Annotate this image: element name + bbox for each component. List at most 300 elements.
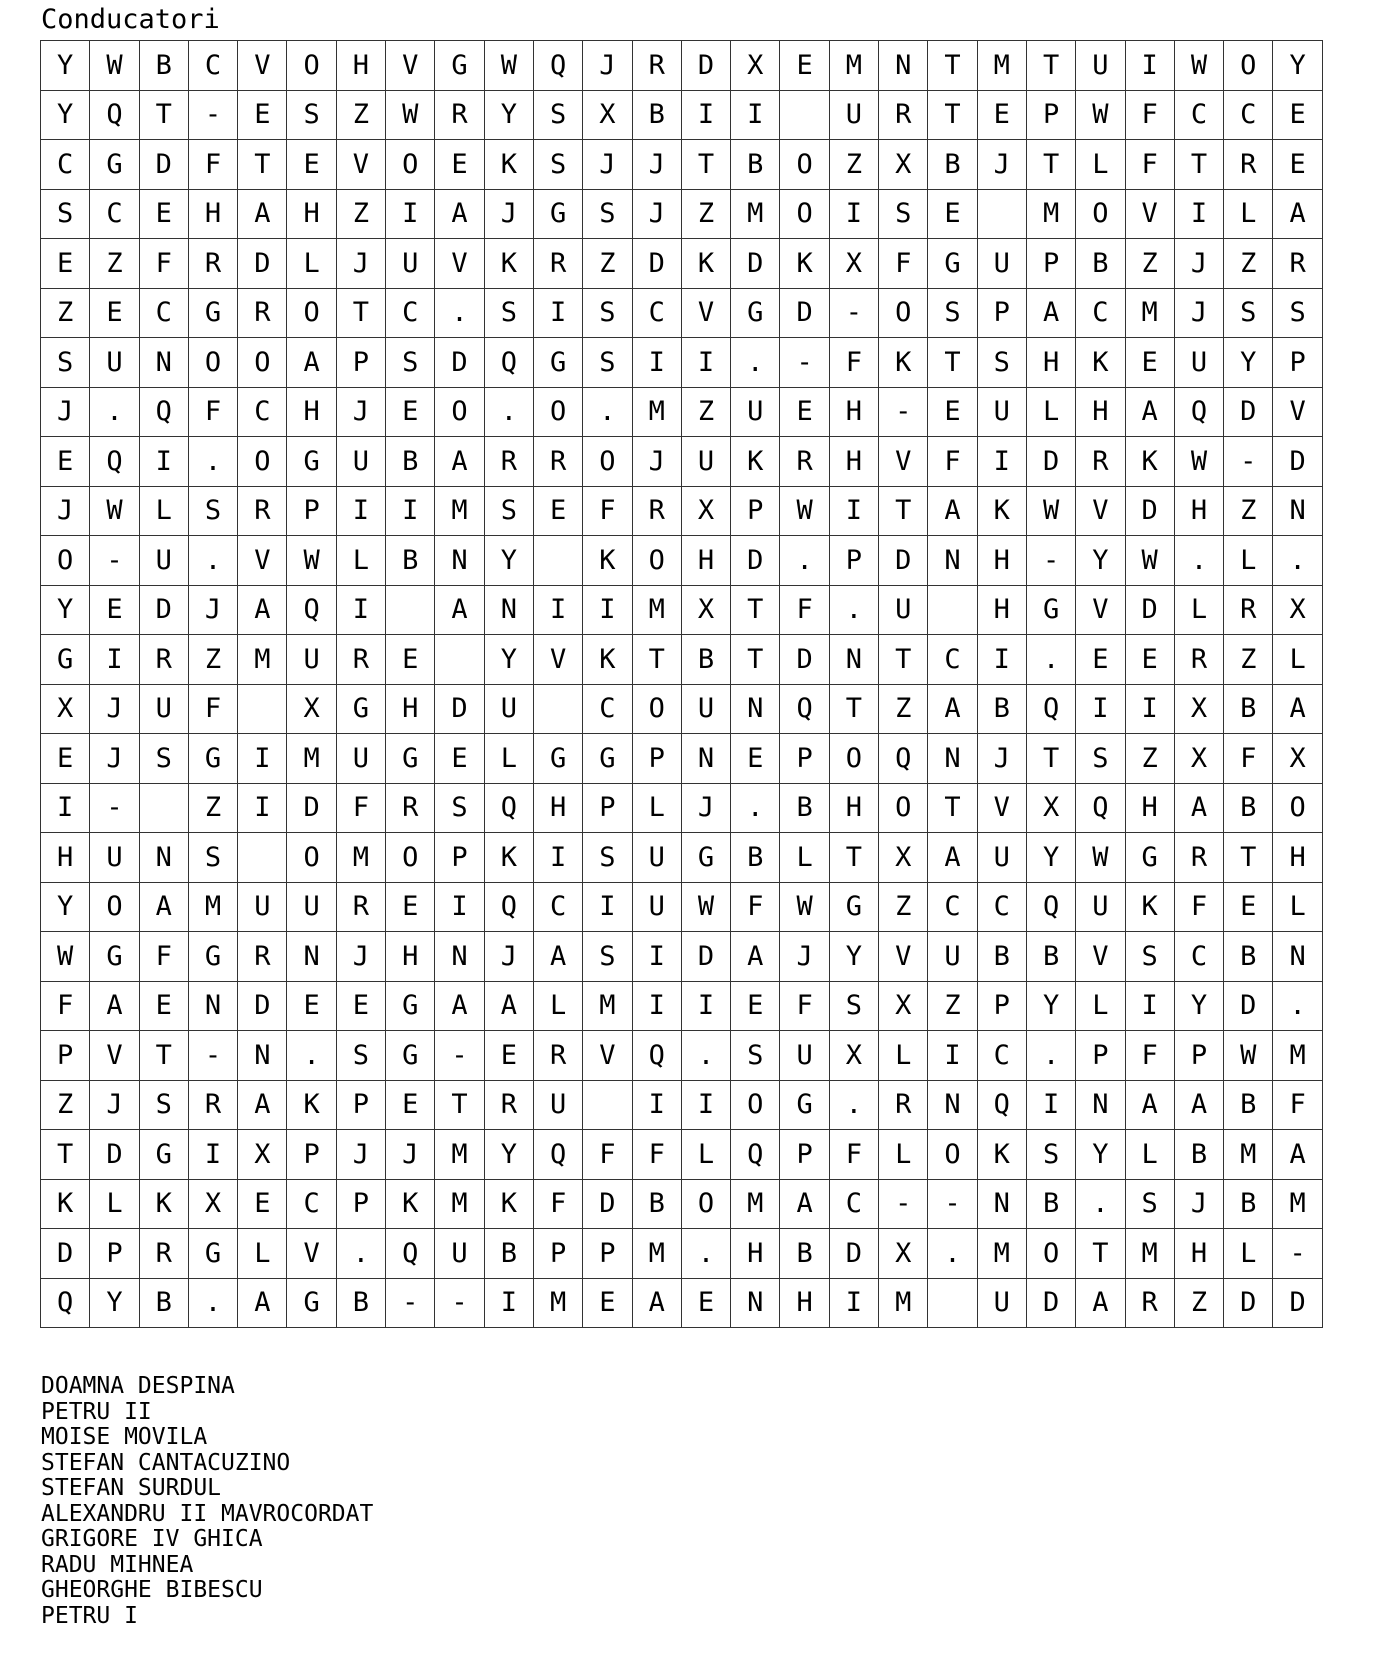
grid-cell: B [632, 1179, 681, 1229]
grid-cell: W [484, 41, 533, 91]
grid-cell: A [928, 833, 977, 883]
grid-cell: T [1026, 140, 1075, 190]
grid-cell: A [780, 1179, 829, 1229]
grid-cell: X [1273, 585, 1322, 635]
grid-cell: C [41, 140, 90, 190]
grid-cell: J [681, 783, 730, 833]
grid-cell: Y [1224, 338, 1273, 388]
grid-cell: Y [484, 1130, 533, 1180]
grid-cell: E [731, 981, 780, 1031]
grid-cell: I [632, 932, 681, 982]
grid-cell: G [41, 635, 90, 685]
grid-cell: G [583, 734, 632, 784]
grid-cell: P [336, 1080, 385, 1130]
grid-cell: N [928, 1080, 977, 1130]
grid-cell: V [879, 932, 928, 982]
grid-cell: T [928, 90, 977, 140]
grid-cell: F [1273, 1080, 1322, 1130]
grid-cell: - [1026, 536, 1075, 586]
grid-cell: H [1174, 1229, 1223, 1279]
grid-cell: D [1026, 1278, 1075, 1328]
grid-cell: U [533, 1080, 582, 1130]
grid-cell [780, 90, 829, 140]
grid-cell: P [1174, 1031, 1223, 1081]
grid-cell: E [1273, 140, 1322, 190]
grid-cell: P [435, 833, 484, 883]
grid-cell: G [287, 1278, 336, 1328]
grid-cell: . [928, 1229, 977, 1279]
grid-cell: G [829, 882, 878, 932]
grid-cell: A [1273, 189, 1322, 239]
grid-cell: H [731, 1229, 780, 1279]
grid-cell: O [238, 437, 287, 487]
grid-cell: M [583, 981, 632, 1031]
grid-cell: Z [188, 635, 237, 685]
grid-cell: T [632, 635, 681, 685]
grid-cell: J [977, 140, 1026, 190]
grid-cell: D [238, 981, 287, 1031]
grid-cell: F [336, 783, 385, 833]
grid-cell: S [1026, 1130, 1075, 1180]
grid-cell: U [731, 387, 780, 437]
grid-cell: Y [1273, 41, 1322, 91]
grid-cell: I [386, 486, 435, 536]
grid-cell: L [1125, 1130, 1174, 1180]
grid-cell: E [435, 140, 484, 190]
grid-cell: Q [484, 338, 533, 388]
grid-cell: R [1125, 1278, 1174, 1328]
grid-cell: E [238, 90, 287, 140]
grid-cell: U [336, 734, 385, 784]
grid-cell: N [731, 1278, 780, 1328]
grid-row [41, 338, 1323, 388]
grid-cell: I [632, 338, 681, 388]
grid-cell: D [1026, 437, 1075, 487]
grid-cell: B [731, 833, 780, 883]
grid-cell: P [287, 1130, 336, 1180]
grid-cell: T [139, 1031, 188, 1081]
grid-cell: Z [336, 189, 385, 239]
word-list-item: PETRU I [41, 1602, 138, 1629]
grid-cell: W [90, 41, 139, 91]
grid-cell: F [780, 585, 829, 635]
grid-cell: J [336, 1130, 385, 1180]
grid-cell: R [1174, 635, 1223, 685]
grid-cell: O [928, 1130, 977, 1180]
grid-cell: X [681, 585, 730, 635]
grid-cell: L [632, 783, 681, 833]
grid-cell: F [533, 1179, 582, 1229]
grid-cell: W [780, 882, 829, 932]
grid-cell: A [1026, 288, 1075, 338]
grid-cell: G [533, 734, 582, 784]
grid-cell: G [681, 833, 730, 883]
grid-cell: V [681, 288, 730, 338]
grid-cell: . [1026, 1031, 1075, 1081]
grid-cell: M [879, 1278, 928, 1328]
grid-cell: H [287, 189, 336, 239]
grid-cell: U [139, 684, 188, 734]
grid-cell: A [90, 981, 139, 1031]
grid-cell: V [435, 239, 484, 289]
grid-cell: I [681, 338, 730, 388]
grid-cell: P [336, 338, 385, 388]
grid-cell: V [287, 1229, 336, 1279]
grid-cell: Q [287, 585, 336, 635]
grid-cell: M [435, 486, 484, 536]
grid-cell: L [90, 1179, 139, 1229]
grid-cell: H [829, 783, 878, 833]
grid-row [41, 239, 1323, 289]
grid-cell: R [484, 1080, 533, 1130]
grid-cell: P [632, 734, 681, 784]
grid-cell: G [188, 288, 237, 338]
grid-cell: N [928, 536, 977, 586]
grid-cell: Z [1224, 239, 1273, 289]
grid-cell: S [583, 932, 632, 982]
grid-cell: T [435, 1080, 484, 1130]
grid-cell: E [583, 1278, 632, 1328]
grid-cell: D [1224, 387, 1273, 437]
grid-cell: E [41, 734, 90, 784]
grid-cell: Q [1026, 684, 1075, 734]
grid-cell: J [41, 486, 90, 536]
grid-cell: R [533, 437, 582, 487]
grid-cell: A [1125, 1080, 1174, 1130]
grid-cell: H [386, 684, 435, 734]
word-list-item: MOISE MOVILA [41, 1424, 208, 1450]
grid-cell: V [1273, 387, 1322, 437]
word-list [41, 1374, 373, 1629]
grid-cell: N [139, 833, 188, 883]
grid-cell: Z [90, 239, 139, 289]
grid-cell: M [632, 585, 681, 635]
grid-cell: P [829, 536, 878, 586]
grid-cell: Q [1076, 783, 1125, 833]
grid-cell: C [1174, 90, 1223, 140]
grid-cell: P [731, 486, 780, 536]
grid-row [41, 1229, 1323, 1279]
grid-cell: - [1224, 437, 1273, 487]
grid-cell: K [977, 486, 1026, 536]
grid-cell: - [879, 387, 928, 437]
grid-cell: M [1026, 189, 1075, 239]
grid-cell: Z [681, 189, 730, 239]
grid-cell: L [238, 1229, 287, 1279]
grid-cell: X [731, 41, 780, 91]
grid-cell: W [287, 536, 336, 586]
grid-cell: H [780, 1278, 829, 1328]
grid-row [41, 536, 1323, 586]
grid-cell: G [780, 1080, 829, 1130]
grid-cell: F [583, 1130, 632, 1180]
word-list-item: RADU MIHNEA [41, 1551, 194, 1578]
grid-cell: A [1076, 1278, 1125, 1328]
grid-cell: H [1076, 387, 1125, 437]
grid-cell: S [1125, 932, 1174, 982]
grid-cell: B [1076, 239, 1125, 289]
grid-cell: J [336, 387, 385, 437]
grid-cell: Q [1174, 387, 1223, 437]
grid-cell: F [41, 981, 90, 1031]
grid-cell: F [879, 239, 928, 289]
grid-cell: S [41, 338, 90, 388]
grid-cell: A [928, 684, 977, 734]
grid-cell: E [386, 1080, 435, 1130]
grid-cell: Q [139, 387, 188, 437]
grid-cell: O [1026, 1229, 1075, 1279]
grid-cell: I [1125, 981, 1174, 1031]
grid-cell: E [238, 1179, 287, 1229]
grid-cell: R [336, 882, 385, 932]
grid-cell: J [977, 734, 1026, 784]
grid-cell: B [977, 684, 1026, 734]
grid-cell: C [1076, 288, 1125, 338]
grid-cell: P [336, 1179, 385, 1229]
grid-cell: R [188, 1080, 237, 1130]
grid-cell: B [731, 140, 780, 190]
grid-cell: W [1224, 1031, 1273, 1081]
grid-cell: K [1076, 338, 1125, 388]
grid-cell: D [1125, 585, 1174, 635]
grid-cell: H [336, 41, 385, 91]
grid-cell: S [1224, 288, 1273, 338]
grid-cell: S [1273, 288, 1322, 338]
grid-cell: A [1174, 783, 1223, 833]
grid-cell: J [90, 1080, 139, 1130]
grid-cell: I [928, 1031, 977, 1081]
grid-cell: B [1224, 932, 1273, 982]
grid-cell: H [1174, 486, 1223, 536]
grid-cell: B [1026, 1179, 1075, 1229]
grid-cell: F [829, 338, 878, 388]
grid-cell: D [139, 585, 188, 635]
grid-cell: B [386, 437, 435, 487]
grid-cell: H [533, 783, 582, 833]
grid-row [41, 1031, 1323, 1081]
grid-cell: U [1174, 338, 1223, 388]
grid-cell: P [41, 1031, 90, 1081]
grid-cell: G [90, 932, 139, 982]
grid-cell: - [829, 288, 878, 338]
grid-cell: Y [484, 90, 533, 140]
grid-cell: K [879, 338, 928, 388]
grid-cell: Y [1076, 1130, 1125, 1180]
grid-cell: Z [336, 90, 385, 140]
grid-cell: G [435, 41, 484, 91]
grid-cell: L [1224, 1229, 1273, 1279]
grid-cell [977, 189, 1026, 239]
grid-cell: G [188, 1229, 237, 1279]
grid-cell: K [780, 239, 829, 289]
grid-cell: U [632, 833, 681, 883]
grid-cell: E [1224, 882, 1273, 932]
grid-cell: I [829, 1278, 878, 1328]
grid-cell: U [238, 882, 287, 932]
grid-cell: F [829, 1130, 878, 1180]
grid-cell: . [681, 1229, 730, 1279]
grid-cell: . [336, 1229, 385, 1279]
grid-cell: Q [533, 1130, 582, 1180]
grid-cell: E [90, 585, 139, 635]
grid-cell: - [90, 536, 139, 586]
grid-cell: E [41, 239, 90, 289]
grid-cell: U [632, 882, 681, 932]
grid-cell: L [484, 734, 533, 784]
grid-cell: Z [928, 981, 977, 1031]
grid-cell: E [1125, 635, 1174, 685]
grid-cell: J [336, 932, 385, 982]
grid-cell: I [829, 486, 878, 536]
grid-cell: A [435, 437, 484, 487]
grid-cell: Q [731, 1130, 780, 1180]
grid-cell: A [1273, 1130, 1322, 1180]
grid-row [41, 783, 1323, 833]
grid-cell: D [632, 239, 681, 289]
grid-cell: G [1125, 833, 1174, 883]
grid-cell: R [336, 635, 385, 685]
grid-cell: M [1125, 288, 1174, 338]
grid-cell: C [386, 288, 435, 338]
grid-cell: Q [632, 1031, 681, 1081]
grid-cell: D [287, 783, 336, 833]
grid-cell: S [928, 288, 977, 338]
grid-cell: W [90, 486, 139, 536]
grid-cell: - [435, 1278, 484, 1328]
grid-cell: E [780, 387, 829, 437]
grid-cell: S [435, 783, 484, 833]
grid-cell: A [731, 932, 780, 982]
grid-cell: I [583, 585, 632, 635]
grid-cell: U [287, 635, 336, 685]
grid-cell: T [1224, 833, 1273, 883]
grid-cell: D [879, 536, 928, 586]
grid-cell: I [139, 437, 188, 487]
grid-cell: - [188, 90, 237, 140]
grid-cell: O [238, 338, 287, 388]
grid-cell: H [977, 585, 1026, 635]
grid-cell: R [188, 239, 237, 289]
grid-cell: W [41, 932, 90, 982]
grid-cell: U [484, 684, 533, 734]
grid-cell: J [632, 189, 681, 239]
grid-cell: D [1125, 486, 1174, 536]
grid-cell: Q [533, 41, 582, 91]
grid-cell: X [829, 1031, 878, 1081]
grid-cell: G [1026, 585, 1075, 635]
grid-cell: G [188, 734, 237, 784]
grid-cell: V [1125, 189, 1174, 239]
grid-cell: - [188, 1031, 237, 1081]
grid-cell: B [1174, 1130, 1223, 1180]
grid-cell: M [977, 1229, 1026, 1279]
grid-cell: K [484, 1179, 533, 1229]
grid-row [41, 734, 1323, 784]
grid-cell: K [139, 1179, 188, 1229]
grid-cell: A [928, 486, 977, 536]
grid-cell: S [188, 486, 237, 536]
grid-cell: B [780, 783, 829, 833]
grid-cell: U [1076, 882, 1125, 932]
grid-cell: D [1224, 981, 1273, 1031]
grid-cell: G [731, 288, 780, 338]
grid-cell: J [632, 437, 681, 487]
grid-cell: Y [484, 635, 533, 685]
grid-cell: L [1273, 882, 1322, 932]
grid-cell: U [139, 536, 188, 586]
grid-cell: X [1174, 734, 1223, 784]
grid-cell: H [287, 387, 336, 437]
grid-cell: J [632, 140, 681, 190]
grid-cell: X [1026, 783, 1075, 833]
grid-cell: T [1026, 41, 1075, 91]
grid-cell: X [583, 90, 632, 140]
grid-cell: V [386, 41, 435, 91]
grid-cell: C [928, 635, 977, 685]
grid-cell: P [977, 981, 1026, 1031]
grid-cell: . [681, 1031, 730, 1081]
grid-cell: R [139, 1229, 188, 1279]
grid-cell: M [533, 1278, 582, 1328]
grid-cell: U [386, 239, 435, 289]
grid-cell: T [238, 140, 287, 190]
grid-cell: O [829, 734, 878, 784]
grid-cell: F [1224, 734, 1273, 784]
grid-cell [583, 1080, 632, 1130]
grid-cell: T [731, 635, 780, 685]
grid-cell: Q [90, 437, 139, 487]
grid-cell: G [336, 684, 385, 734]
grid-cell: D [681, 41, 730, 91]
grid-cell: B [681, 635, 730, 685]
grid-cell: O [41, 536, 90, 586]
grid-cell: D [1273, 437, 1322, 487]
grid-cell: W [1125, 536, 1174, 586]
grid-cell: Z [583, 239, 632, 289]
grid-row [41, 1130, 1323, 1180]
grid-cell: Z [681, 387, 730, 437]
grid-cell: B [1224, 1179, 1273, 1229]
grid-cell: D [139, 140, 188, 190]
grid-cell: . [1026, 635, 1075, 685]
grid-cell: F [188, 387, 237, 437]
grid-cell: J [583, 140, 632, 190]
grid-cell: U [681, 437, 730, 487]
grid-cell: Q [484, 783, 533, 833]
grid-cell: . [287, 1031, 336, 1081]
grid-cell: - [1273, 1229, 1322, 1279]
grid-row [41, 387, 1323, 437]
grid-cell: O [287, 833, 336, 883]
grid-cell: G [386, 734, 435, 784]
grid-cell: C [1224, 90, 1273, 140]
grid-cell: V [238, 536, 287, 586]
grid-cell: P [90, 1229, 139, 1279]
grid-cell: C [287, 1179, 336, 1229]
grid-cell: - [386, 1278, 435, 1328]
grid-cell: I [1026, 1080, 1075, 1130]
grid-cell: C [238, 387, 287, 437]
grid-cell: L [336, 536, 385, 586]
grid-cell: . [829, 1080, 878, 1130]
grid-cell: F [1125, 90, 1174, 140]
grid-cell: S [139, 1080, 188, 1130]
grid-cell: . [188, 536, 237, 586]
grid-cell: I [238, 734, 287, 784]
grid-cell: Y [1026, 981, 1075, 1031]
grid-cell: C [632, 288, 681, 338]
grid-row [41, 635, 1323, 685]
